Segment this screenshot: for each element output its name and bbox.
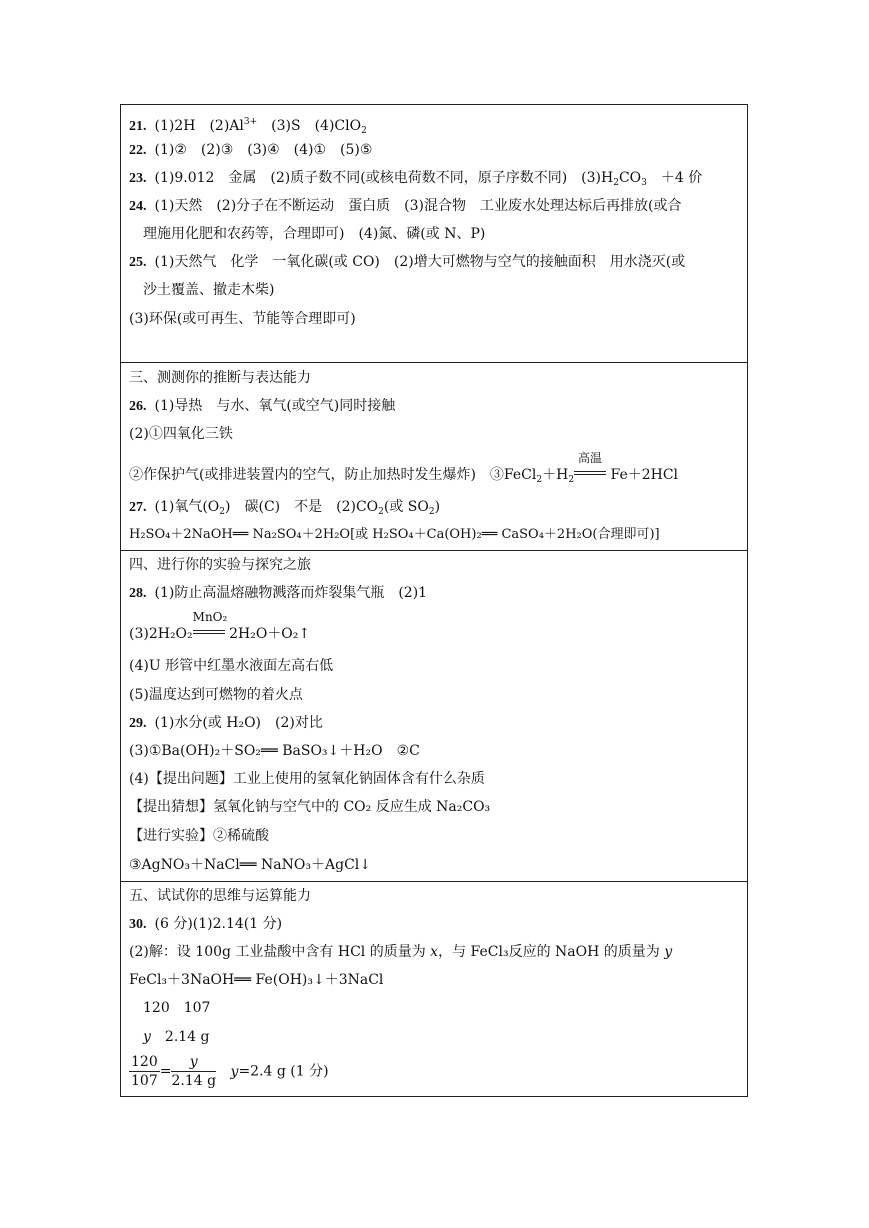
answer-text: (1)② (2)③ (3)④ (4)① (5)⑤	[154, 142, 373, 158]
answer-text: (1)防止高温熔融物溅落而炸裂集气瓶 (2)1	[154, 585, 428, 601]
answer-text: CO	[618, 170, 642, 186]
answer-text: (1)2H (2)Al	[154, 118, 244, 134]
answer-text: (1)导热 与水、氧气(或空气)同时接触	[154, 398, 396, 414]
answer-text: (4)U 形管中红墨水液面左高右低	[129, 658, 334, 674]
subscript: 2	[613, 178, 619, 188]
answer-27-eq	[129, 526, 660, 544]
fraction	[171, 1053, 216, 1090]
answer-text: Fe＋2HCl	[606, 467, 679, 483]
section-title: 五、试试你的思维与运算能力	[129, 888, 311, 904]
answer-30-values	[143, 1028, 210, 1046]
answer-28-eq	[129, 610, 311, 643]
answer-24	[129, 197, 681, 216]
answer-29-experiment	[129, 827, 269, 845]
section-3	[121, 362, 747, 550]
answer-text: 理施用化肥和农药等，合理即可) (4)氮、磷(或 N、P)	[143, 226, 486, 242]
answer-text: 120 107	[143, 1000, 211, 1016]
answer-text: (4)【提出问题】工业上使用的氢氧化钠固体含有什么杂质	[129, 771, 485, 787]
answer-30-ratio	[143, 999, 210, 1017]
section-title: 三、测测你的推断与表达能力	[129, 370, 311, 386]
answer-text: 2H₂O＋O₂↑	[224, 626, 311, 642]
answer-22	[129, 141, 372, 160]
variable: x	[430, 944, 439, 960]
denominator: 2.14 g	[171, 1073, 217, 1089]
question-number: 25.	[129, 255, 147, 270]
answer-text: (或 SO	[383, 499, 429, 515]
answer-29-eq	[129, 856, 371, 874]
section-title: 四、进行你的实验与探究之旅	[129, 557, 311, 573]
question-number: 24.	[129, 199, 147, 214]
answer-28-part4	[129, 657, 333, 675]
answer-text: (1)天然气 化学 一氧化碳(或 CO) (2)增大可燃物与空气的接触面积 用水浇灭(或	[154, 254, 686, 270]
reaction-arrow	[574, 451, 606, 484]
answer-text: 【提出猜想】氢氧化钠与空气中的 CO₂ 反应生成 Na₂CO₃	[129, 799, 491, 815]
fraction	[129, 1053, 160, 1090]
denominator: 107	[131, 1073, 158, 1089]
answer-text: FeCl₃＋3NaOH══ Fe(OH)₃↓＋3NaCl	[129, 972, 384, 988]
answer-26-part2	[129, 425, 233, 443]
answer-25	[129, 253, 685, 272]
answer-text: H₂SO₄＋2NaOH══ Na₂SO₄＋2H₂O[或 H₂SO₄＋Ca(OH)₂══ CaSO₄＋2H₂O(合理即可)]	[129, 527, 660, 542]
variable: y	[143, 1029, 151, 1045]
answer-text: ②作保护气(或排进装置内的空气，防止加热时发生爆炸) ③FeCl	[129, 467, 537, 483]
answer-text: (3)S (4)ClO	[257, 118, 362, 134]
answer-28	[129, 584, 427, 603]
answer-text: (1)水分(或 H₂O) (2)对比	[154, 715, 323, 731]
answer-25-part3	[129, 310, 356, 328]
answer-text: )	[434, 499, 441, 515]
answer-26	[129, 397, 395, 416]
answer-29-part4	[129, 770, 485, 788]
answer-text: =2.4 g (1 分)	[238, 1063, 329, 1080]
question-number: 21.	[129, 119, 147, 134]
question-number: 28.	[129, 586, 147, 601]
answer-29-part3	[129, 742, 420, 760]
section-4	[121, 550, 747, 881]
answer-text: ＋4 价	[646, 170, 703, 186]
question-number: 26.	[129, 399, 147, 414]
answer-text: (3)环保(或可再生、节能等合理即可)	[129, 311, 356, 327]
subscript: 2	[378, 507, 384, 517]
subscript: 2	[568, 475, 575, 485]
superscript: 3+	[243, 117, 258, 127]
subscript: 2	[361, 126, 367, 136]
answer-table	[120, 104, 748, 1097]
answer-text: 【进行实验】②稀硫酸	[129, 828, 269, 844]
variable: y	[664, 944, 673, 960]
answer-28-part5	[129, 686, 303, 704]
section-fill-in	[121, 105, 747, 362]
answer-23	[129, 169, 702, 192]
answer-30	[129, 915, 282, 934]
variable: y	[230, 1063, 239, 1080]
numerator: y	[171, 1053, 216, 1072]
reaction-condition: MnO₂	[192, 610, 228, 624]
answer-text: ) 碳(C) 不是 (2)CO	[225, 499, 379, 515]
question-number: 30.	[129, 917, 147, 932]
answer-text: (2)解：设 100g 工业盐酸中含有 HCl 的质量为	[129, 944, 431, 960]
answer-24-cont	[143, 225, 485, 243]
subscript: 3	[641, 178, 647, 188]
answer-text: ③AgNO₃＋NaCl══ NaNO₃＋AgCl↓	[129, 857, 371, 873]
answer-30-solution	[129, 943, 672, 961]
answer-29	[129, 714, 323, 733]
reaction-arrow	[192, 610, 228, 643]
answer-27	[129, 498, 440, 521]
answer-25-cont	[143, 281, 274, 299]
answer-text: (5)温度达到可燃物的着火点	[129, 687, 303, 703]
answer-text: (1)氧气(O	[154, 499, 220, 515]
answer-21	[129, 113, 367, 140]
answer-30-calc: $\frac{120}{107}$ = $\frac{y}{2.14 g}$ y=2.4 g (1 分)	[131, 1054, 329, 1089]
subscript: 2	[428, 507, 435, 517]
answer-text: ，与 FeCl₃反应的 NaOH 的质量为	[438, 944, 665, 960]
answer-26-part2b: ②作保护气(或排进装置内的空气，防止加热时发生爆炸) $③FeCl_2+H_2$ 高温 Fe＋2HCl	[129, 451, 679, 485]
answer-text: (1)9.012 金属 (2)质子数不同(或核电荷数不同，原子序数不同) (3)H	[154, 170, 614, 186]
question-number: 29.	[129, 716, 147, 731]
answer-text: (6 分)(1)2.14(1 分)	[154, 916, 283, 932]
question-number: 27.	[129, 500, 147, 515]
answer-text: 2.14 g	[150, 1029, 210, 1045]
section-5	[121, 881, 747, 1096]
question-number: 23.	[129, 171, 147, 186]
reaction-condition: 高温	[578, 451, 603, 465]
answer-text: (3)2H₂O₂	[129, 626, 193, 642]
answer-30-eq	[129, 971, 383, 989]
numerator: 120	[131, 1054, 158, 1070]
answer-text: (3)①Ba(OH)₂＋SO₂══ BaSO₃↓＋H₂O ②C	[129, 743, 420, 759]
subscript: 2	[536, 475, 543, 485]
answer-text: (2)①四氧化三铁	[129, 426, 233, 442]
answer-29-hypothesis	[129, 798, 490, 816]
answer-text: 沙土覆盖、撤走木柴)	[143, 282, 275, 298]
question-number: 22.	[129, 143, 147, 158]
subscript: 2	[219, 507, 226, 517]
answer-text: (1)天然 (2)分子在不断运动 蛋白质 (3)混合物 工业废水处理达标后再排放(或合	[154, 198, 682, 214]
